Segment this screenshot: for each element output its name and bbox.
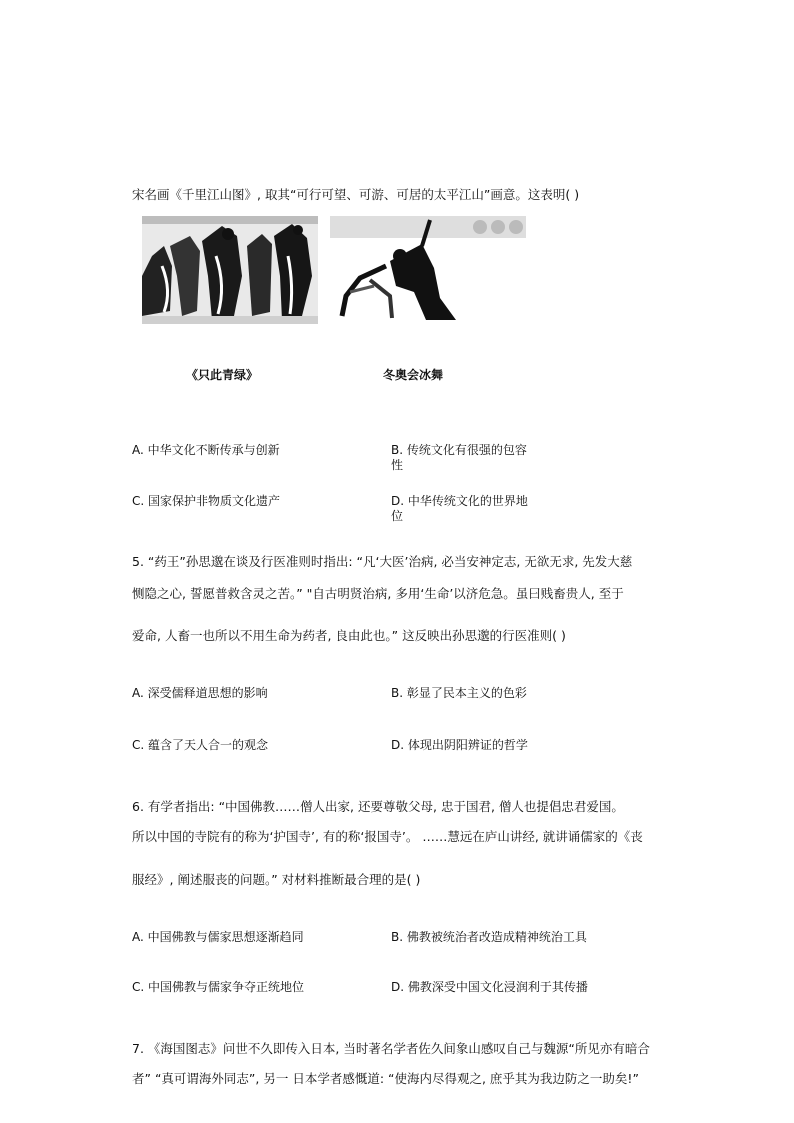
q5-line-3: 爱命, 人畜一也所以不用生命为药者, 良由此也。” 这反映出孙思邈的行医准则( )	[132, 628, 566, 643]
q5-option-c[interactable]: C. 蕴含了天人合一的观念	[132, 738, 269, 752]
ice-dancers-image	[330, 216, 526, 324]
q6-option-a[interactable]: A. 中国佛教与儒家思想逐渐趋同	[132, 930, 304, 944]
q6-option-b[interactable]: B. 佛教被统治者改造成精神统治工具	[391, 930, 587, 944]
caption-right: 冬奥会冰舞	[383, 368, 444, 382]
q4-option-d[interactable]: D. 中华传统文化的世界地位	[391, 494, 528, 523]
q5-line-1: 5. “药王”孙思邈在谈及行医准则时指出: “凡‘大医’治病, 必当安神定志, 无欲无求, 先发大慈	[132, 554, 633, 569]
caption-left: 《只此青绿》	[186, 368, 259, 382]
q6-option-c[interactable]: C. 中国佛教与儒家争夺正统地位	[132, 980, 305, 994]
q5-option-d[interactable]: D. 体现出阴阳辨证的哲学	[391, 738, 528, 752]
q5-option-b[interactable]: B. 彰显了民本主义的色彩	[391, 686, 527, 700]
ice-dance-photo-right	[330, 216, 526, 324]
q6-line-3: 服经》, 阐述服丧的问题。” 对材料推断最合理的是( )	[132, 872, 421, 887]
q5-option-a[interactable]: A. 深受儒释道思想的影响	[132, 686, 268, 700]
q4-option-a[interactable]: A. 中华文化不断传承与创新	[132, 443, 280, 457]
q4-option-b[interactable]: B. 传统文化有很强的包容性	[391, 443, 527, 472]
q4-stem: 宋名画《千里江山图》, 取其“可行可望、可游、可居的太平江山”画意。这表明( )	[132, 187, 580, 202]
q7-line-2: 者” “真可谓海外同志”, 另一 日本学者感慨道: “使海内尽得观之, 庶乎其为我边防之一助矣!”	[132, 1071, 639, 1086]
q5-line-2: 恻隐之心, 誓愿普救含灵之苦。” "自古明贤治病, 多用‘生命’以济危急。虽曰贱畜贵人, 至于	[132, 586, 624, 601]
q4-option-c[interactable]: C. 国家保护非物质文化遗产	[132, 494, 281, 508]
dancers-image	[142, 216, 318, 324]
q6-option-d[interactable]: D. 佛教深受中国文化浸润利于其传播	[391, 980, 588, 994]
dance-photo-left	[142, 216, 318, 324]
q7-line-1: 7. 《海国图志》问世不久即传入日本, 当时著名学者佐久间象山感叹自己与魏源“所见亦有暗合	[132, 1041, 650, 1056]
q6-line-2: 所以中国的寺院有的称为‘护国寺’, 有的称‘报国寺’。 ……慧远在庐山讲经, 就讲诵儒家的《丧	[132, 829, 643, 844]
q6-line-1: 6. 有学者指出: “中国佛教……僧人出家, 还要尊敬父母, 忠于国君, 僧人也提倡忠君爱国。	[132, 799, 624, 814]
